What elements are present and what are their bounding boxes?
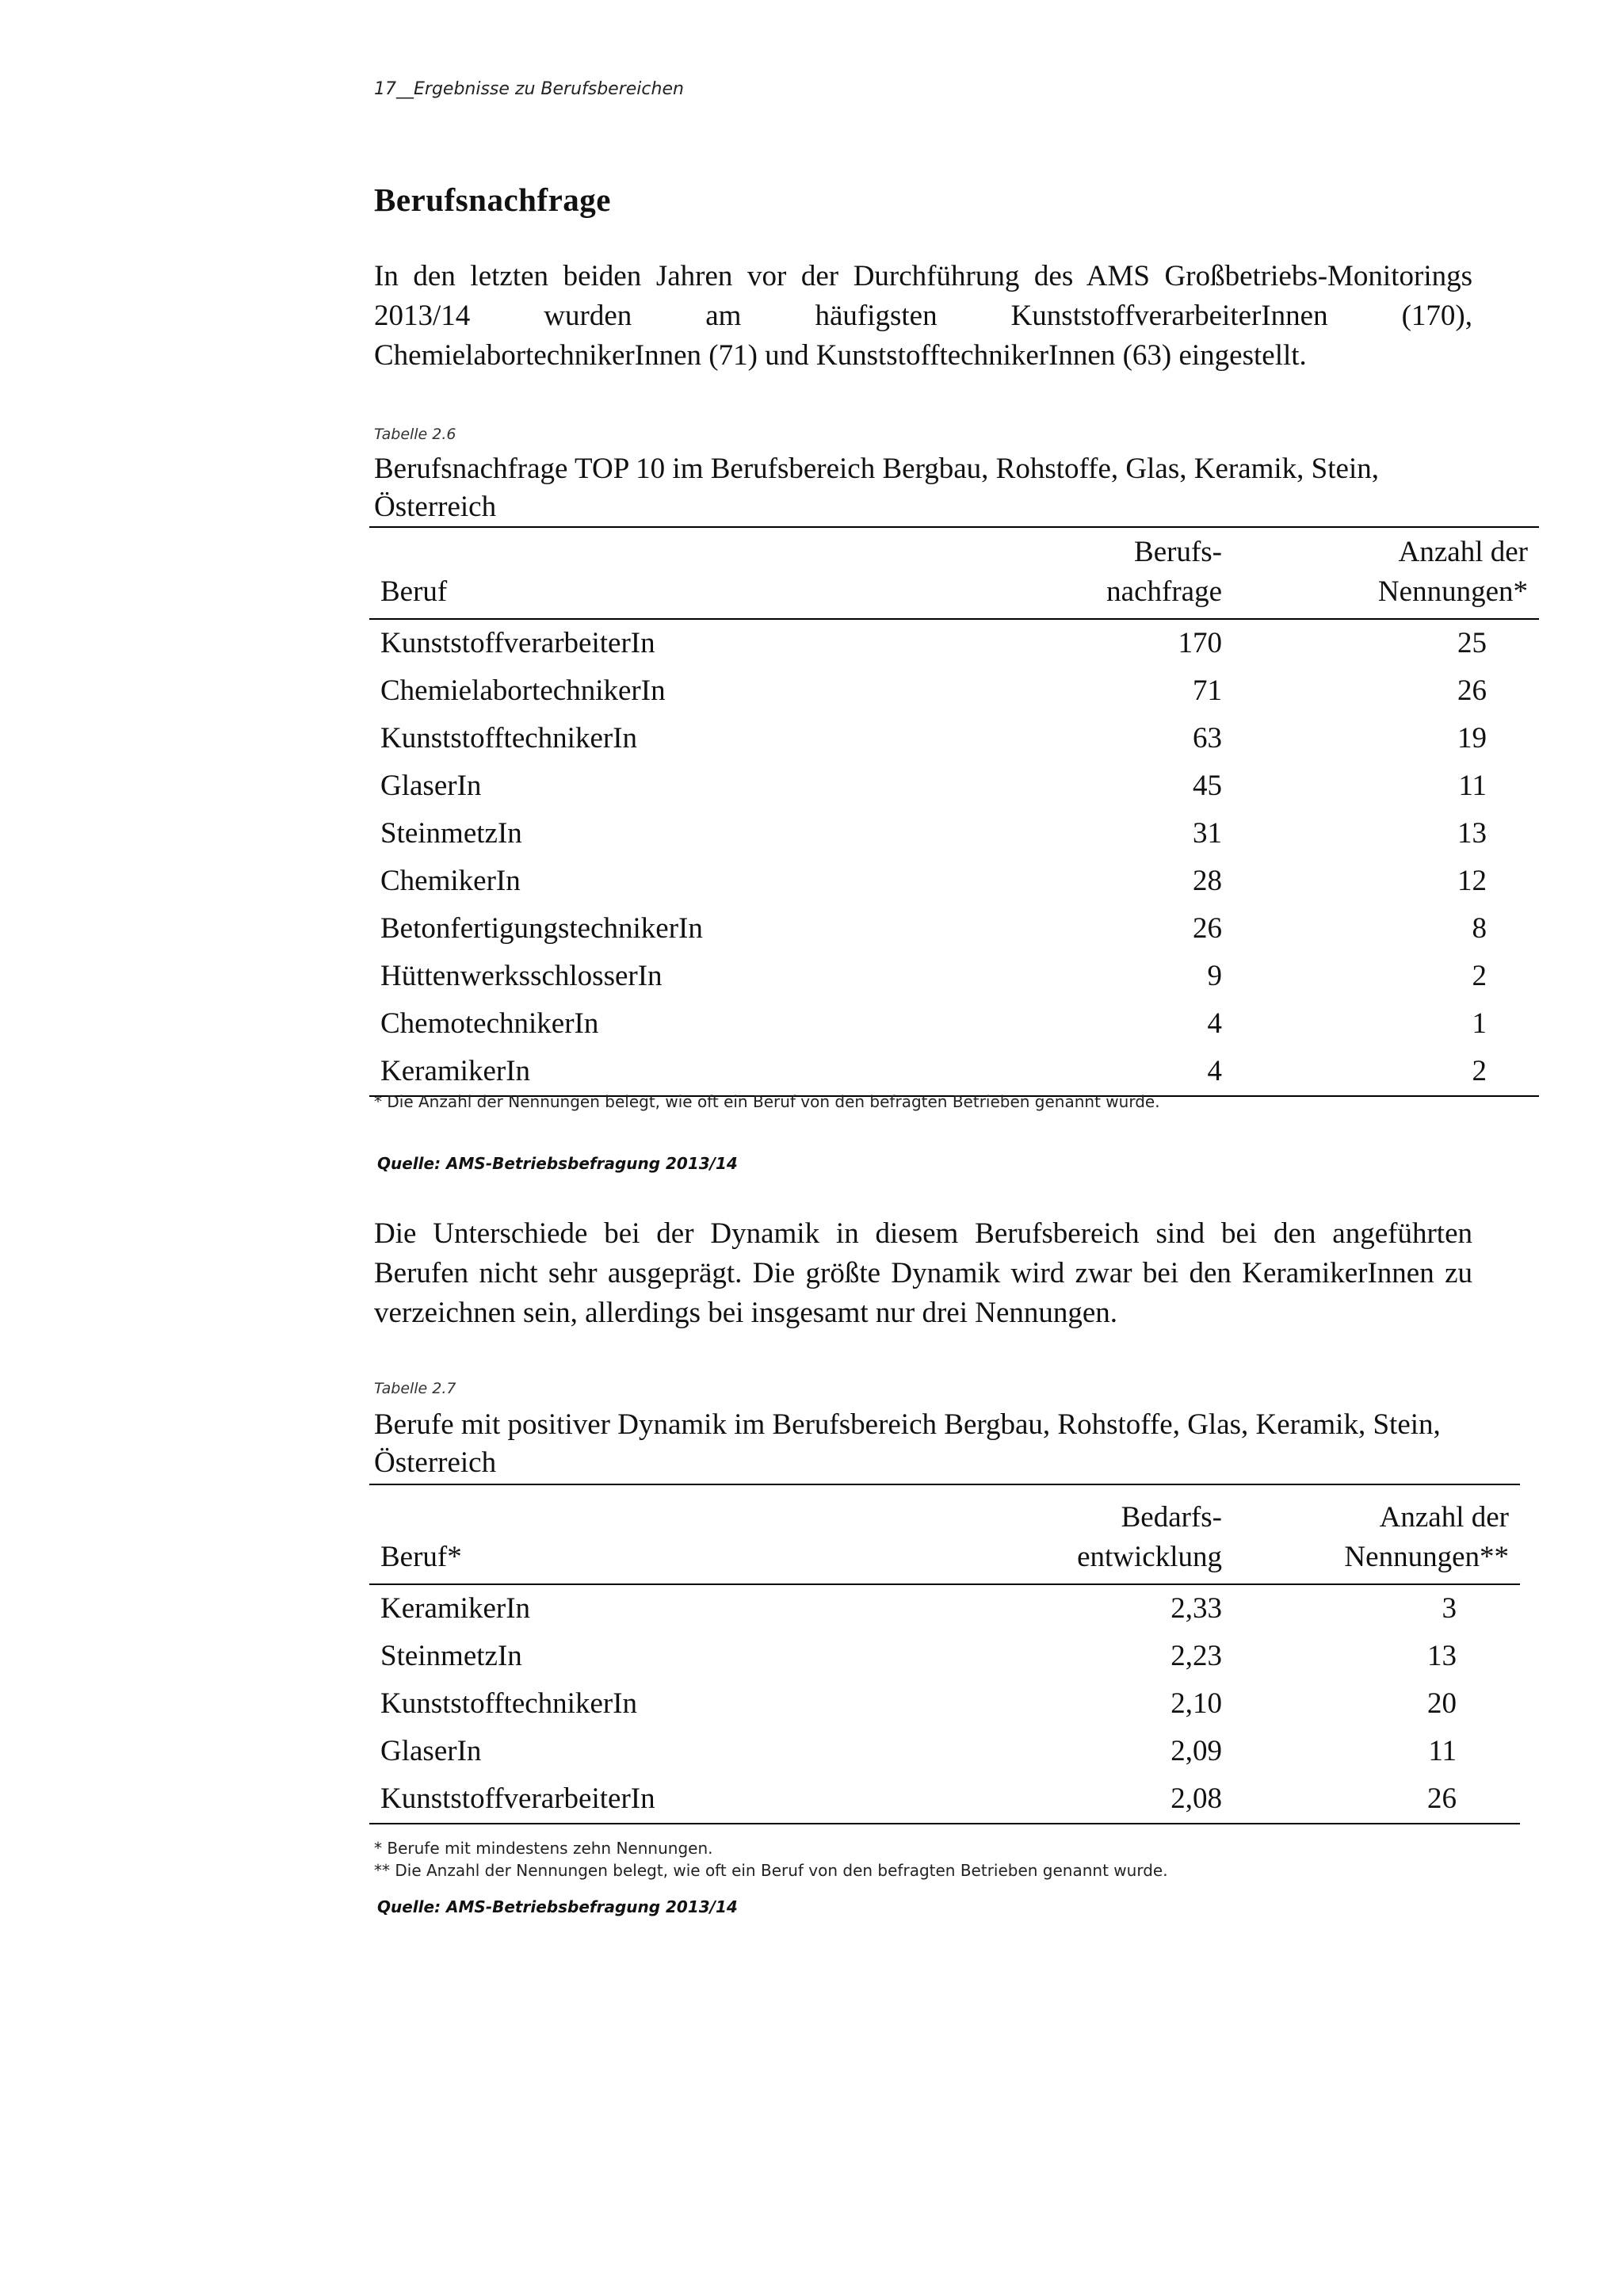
cell-beruf: KunststoffverarbeiterIn	[380, 1782, 655, 1815]
table-berufsnachfrage	[369, 526, 1539, 1097]
cell-beruf: KeramikerIn	[380, 1055, 531, 1087]
cell-anzahl: 26	[1427, 1782, 1457, 1815]
cell-anzahl: 12	[1457, 865, 1487, 897]
cell-bedarf: 2,33	[1170, 1592, 1222, 1625]
cell-nachfrage: 31	[1193, 817, 1222, 850]
cell-beruf: ChemotechnikerIn	[380, 1007, 599, 1040]
cell-anzahl: 26	[1457, 674, 1487, 707]
cell-anzahl: 2	[1472, 960, 1487, 992]
cell-anzahl: 19	[1457, 722, 1487, 755]
cell-bedarf: 2,09	[1170, 1735, 1222, 1767]
cell-anzahl: 13	[1427, 1640, 1457, 1672]
cell-anzahl: 11	[1458, 770, 1487, 802]
intro-paragraph: In den letzten beiden Jahren vor der Durchführung des AMS Großbetriebs-Monitorings 2013/14 wurden am häufigsten KunststoffverarbeiterInnen (170), ChemielabortechnikerInnen (71) und KunststofftechnikerInnen (63) eingestellt.	[374, 260, 1472, 372]
table2-source: Quelle: AMS-Betriebsbefragung 2013/14	[377, 1897, 738, 1916]
cell-bedarf: 2,10	[1170, 1687, 1222, 1720]
cell-beruf: ChemikerIn	[380, 865, 521, 897]
table1-label: Tabelle 2.6	[374, 426, 456, 443]
table2-header-bedarf-line1: Bedarfs-	[1121, 1501, 1222, 1534]
table1-source: Quelle: AMS-Betriebsbefragung 2013/14	[377, 1154, 738, 1173]
table-row	[369, 858, 1539, 905]
cell-anzahl: 20	[1427, 1687, 1457, 1720]
cell-nachfrage: 9	[1207, 960, 1222, 992]
cell-beruf: SteinmetzIn	[380, 817, 522, 850]
cell-anzahl: 11	[1428, 1735, 1457, 1767]
cell-beruf: ChemielabortechnikerIn	[380, 674, 666, 707]
cell-nachfrage: 28	[1193, 865, 1222, 897]
table-row	[369, 667, 1539, 715]
table-row	[369, 1775, 1520, 1824]
table-row	[369, 715, 1539, 762]
table-row	[369, 1048, 1539, 1096]
table-row	[369, 1633, 1520, 1680]
table1-header-row	[369, 527, 1539, 619]
table2-header-bedarf	[1025, 1484, 1233, 1584]
cell-nachfrage: 63	[1193, 722, 1222, 755]
table-row	[369, 1728, 1520, 1775]
table1-footnote: * Die Anzahl der Nennungen belegt, wie oft ein Beruf von den befragten Betrieben genannt wurde.	[374, 1092, 1160, 1111]
cell-anzahl: 13	[1457, 817, 1487, 850]
table2-header-row	[369, 1484, 1520, 1584]
table2-header-anzahl-line1: Anzahl der	[1379, 1501, 1509, 1534]
table1-header-nachfrage-line2: nachfrage	[1106, 575, 1222, 608]
cell-anzahl: 3	[1442, 1592, 1457, 1625]
table1-header-beruf	[369, 527, 1025, 619]
table2-header-bedarf-line2: entwicklung	[1077, 1541, 1222, 1573]
cell-nachfrage: 170	[1178, 627, 1222, 659]
table-row	[369, 1680, 1520, 1728]
table-row	[369, 953, 1539, 1000]
cell-beruf: BetonfertigungstechnikerIn	[380, 912, 703, 945]
cell-nachfrage: 26	[1193, 912, 1222, 945]
cell-anzahl: 25	[1457, 627, 1487, 659]
cell-nachfrage: 45	[1193, 770, 1222, 802]
table2-footnote-2: ** Die Anzahl der Nennungen belegt, wie oft ein Beruf von den befragten Betrieben genannt wurde.	[374, 1861, 1168, 1880]
table1-header-nachfrage	[1025, 527, 1233, 619]
table2-header-beruf-label: Beruf*	[380, 1541, 462, 1573]
table2-title: Berufe mit positiver Dynamik im Berufsbereich Bergbau, Rohstoffe, Glas, Keramik, Stein, Österreich	[374, 1408, 1441, 1479]
cell-nachfrage: 4	[1207, 1007, 1222, 1040]
table-row	[369, 762, 1539, 810]
cell-anzahl: 2	[1472, 1055, 1487, 1087]
cell-beruf: KunststofftechnikerIn	[380, 1687, 638, 1720]
table1-header-anzahl-line2: Nennungen*	[1377, 575, 1528, 608]
section-heading: Berufsnachfrage	[374, 181, 612, 218]
cell-beruf: KunststoffverarbeiterIn	[380, 627, 655, 659]
table1-header-nachfrage-line1: Berufs-	[1134, 536, 1222, 568]
table-row	[369, 810, 1539, 858]
cell-beruf: HüttenwerksschlosserIn	[380, 960, 663, 992]
table-row	[369, 619, 1539, 667]
cell-bedarf: 2,23	[1170, 1640, 1222, 1672]
table2-label: Tabelle 2.7	[374, 1380, 456, 1397]
cell-nachfrage: 71	[1193, 674, 1222, 707]
table1-title: Berufsnachfrage TOP 10 im Berufsbereich Bergbau, Rohstoffe, Glas, Keramik, Stein, Österreich	[374, 453, 1379, 523]
cell-beruf: GlaserIn	[380, 770, 482, 802]
running-header: 17__Ergebnisse zu Berufsbereichen	[374, 79, 684, 99]
cell-anzahl: 1	[1472, 1007, 1487, 1040]
table1-header-beruf-label: Beruf	[380, 575, 448, 608]
table-positive-dynamik	[369, 1484, 1520, 1824]
table1-header-anzahl	[1233, 527, 1539, 619]
cell-bedarf: 2,08	[1170, 1782, 1222, 1815]
table2-header-beruf	[369, 1484, 1025, 1584]
cell-beruf: SteinmetzIn	[380, 1640, 522, 1672]
table2-header-anzahl	[1233, 1484, 1520, 1584]
table-row	[369, 1584, 1520, 1633]
cell-beruf: KeramikerIn	[380, 1592, 531, 1625]
table2-footnote-1: * Berufe mit mindestens zehn Nennungen.	[374, 1839, 713, 1858]
cell-beruf: KunststofftechnikerIn	[380, 722, 638, 755]
cell-anzahl: 8	[1472, 912, 1487, 945]
table2-header-anzahl-line2: Nennungen**	[1344, 1541, 1509, 1573]
table-row	[369, 1000, 1539, 1048]
dynamics-paragraph: Die Unterschiede bei der Dynamik in diesem Berufsbereich sind bei den angeführten Berufen nicht sehr ausgeprägt. Die größte Dynamik wird zwar bei den KeramikerInnen zu verzeichnen sein, allerdings bei insgesamt nur drei Nennungen.	[374, 1217, 1472, 1329]
cell-nachfrage: 4	[1207, 1055, 1222, 1087]
table1-header-anzahl-line1: Anzahl der	[1398, 536, 1528, 568]
table-row	[369, 905, 1539, 953]
cell-beruf: GlaserIn	[380, 1735, 482, 1767]
